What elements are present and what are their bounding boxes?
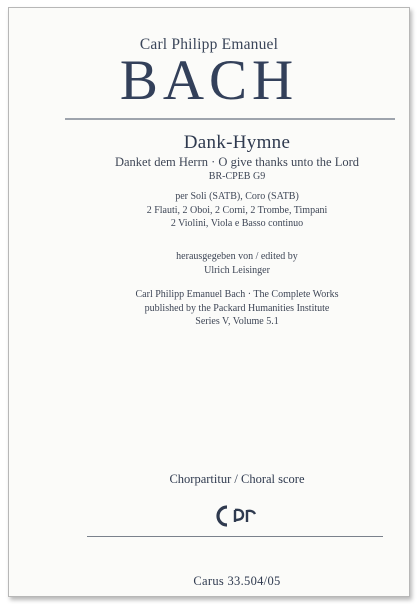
score-cover: [8, 7, 410, 597]
scoring-line: 2 Violini, Viola e Basso continuo: [170, 218, 304, 229]
scoring-list: [67, 190, 407, 231]
work-title: Dank-Hymne: [183, 132, 291, 153]
series-line: Carl Philipp Emanuel Bach · The Complete Works: [135, 289, 339, 300]
carus-logo: [213, 504, 257, 528]
score-type: Chorpartitur / Choral score: [169, 472, 305, 486]
series-line: published by the Packard Humanities Institute: [144, 302, 330, 314]
catalog-reference: BR-CPEB G9: [208, 171, 266, 182]
scoring-line: per Soli (SATB), Coro (SATB): [175, 191, 299, 202]
catalog-number: Carus 33.504/05: [193, 574, 281, 588]
editor-label: herausgegeben von / edited by: [176, 251, 298, 262]
header-divider: [65, 118, 395, 120]
composer-given-names: Carl Philipp Emanuel: [139, 36, 279, 53]
editor-credit: [67, 250, 407, 277]
scoring-line: 2 Flauti, 2 Oboi, 2 Corni, 2 Trombe, Timpani: [146, 204, 328, 216]
series-line: Series V, Volume 5.1: [195, 316, 279, 327]
editor-name: Ulrich Leisinger: [204, 264, 270, 276]
work-subtitle: Danket dem Herrn · O give thanks unto the Lord: [114, 155, 360, 169]
series-info: [67, 288, 407, 329]
composer-surname: BACH: [119, 49, 299, 112]
footer-divider: [87, 536, 383, 537]
